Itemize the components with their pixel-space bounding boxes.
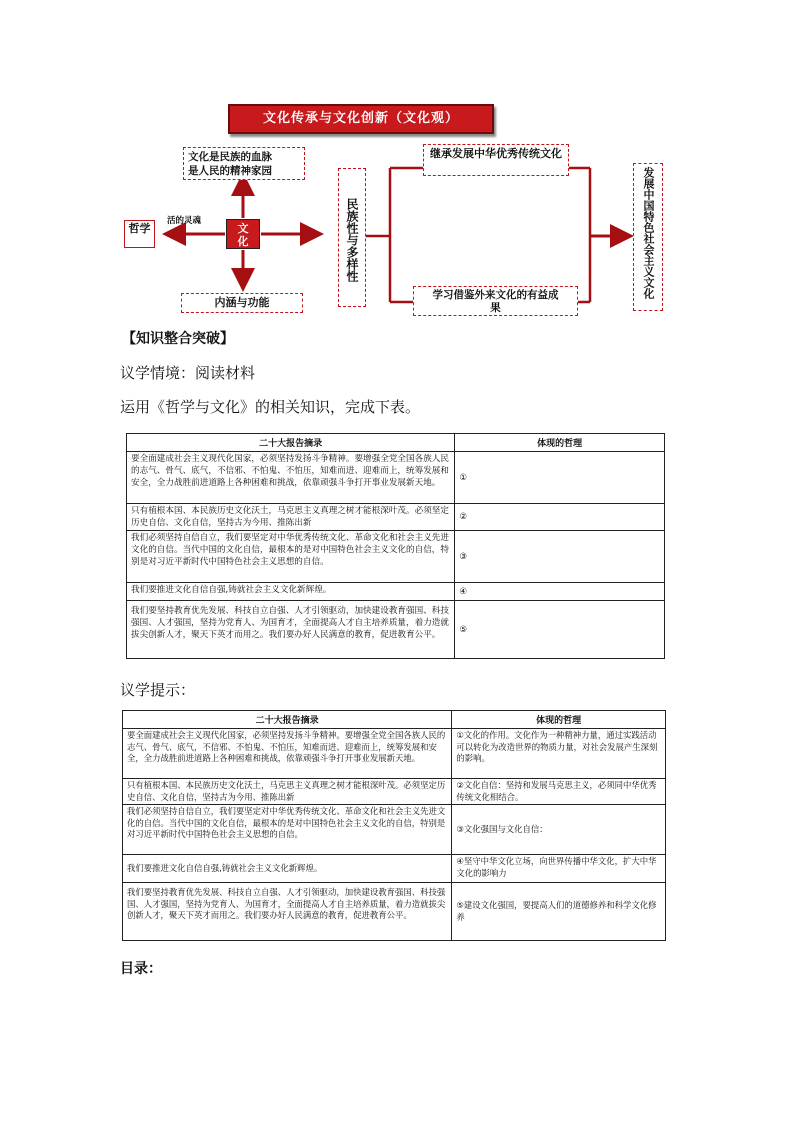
header-excerpt: 二十大报告摘录 (123, 711, 452, 729)
situation-heading: 议学情境：阅读材料 (120, 364, 256, 382)
table-row (127, 531, 665, 583)
header-philosophy: 体现的哲理 (452, 711, 666, 729)
nationality-diversity-box: 民族性与多样性 (338, 168, 366, 307)
excerpt-cell: 我们必须坚持自信自立，我们要坚定对中华优秀传统文化、革命文化和社会主义先进文化的自信。当代中国的文化自信，最根本的是对中国特色社会主义文化的自信，特别是对习近平新时代中国特色社会主义思想的自信。 (127, 531, 455, 583)
answer-cell: ②文化自信：坚持和发展马克思主义，必须同中华优秀传统文化相结合。 (452, 779, 666, 805)
table-row (123, 729, 666, 779)
table-row (127, 452, 665, 504)
contents-heading: 目录： (120, 961, 162, 977)
section-heading: 【知识整合突破】 (122, 331, 234, 347)
socialist-culture-box: 发展中国特色社会主义文化 (633, 163, 663, 311)
excerpt-cell: 我们要推进文化自信自强,铸就社会主义文化新辉煌。 (127, 583, 455, 601)
header-philosophy: 体现的哲理 (455, 434, 665, 452)
excerpt-cell: 要全面建成社会主义现代化国家，必须坚持发扬斗争精神。要增强全党全国各族人民的志气、骨气、底气，不信邪、不怕鬼、不怕压，知难而进、迎难而上，统筹发展和安全，全力战胜前进道路上各种困难和挑战，依靠顽强斗争打开事业发展新天地。 (127, 452, 455, 504)
table-row (123, 779, 666, 805)
table-row (127, 583, 665, 601)
table-header-row (123, 711, 666, 729)
hint-heading: 议学提示： (120, 681, 196, 699)
table-row (123, 805, 666, 855)
answer-cell: ①文化的作用。文化作为一种精神力量，通过实践活动可以转化为改造世界的物质力量，对社会发展产生深刻的影响。 (452, 729, 666, 779)
answer-table (122, 710, 666, 941)
table-header-row (127, 434, 665, 452)
answer-cell: ④坚守中华文化立场，向世界传播中华文化，扩大中华文化的影响力 (452, 855, 666, 883)
answer-cell: ⑤建设文化强国，要提高人们的道德修养和科学文化修养 (452, 883, 666, 941)
answer-slot: ③ (455, 531, 665, 583)
culture-core-box: 文 化 (226, 219, 260, 249)
answer-slot: ① (455, 452, 665, 504)
soul-label: 活的灵魂 (167, 216, 202, 226)
table-row (123, 855, 666, 883)
excerpt-cell: 我们要坚持教育优先发展、科技自立自强、人才引领驱动，加快建设教育强国、科技强国、人才强国，坚持为党育人、为国育才，全面提高人才自主培养质量，着力造就拔尖创新人才，聚天下英才而用之。我们要办好人民满意的教育，促进教育公平。 (123, 883, 452, 941)
answer-cell: ③文化强国与文化自信： (452, 805, 666, 855)
answer-slot: ④ (455, 583, 665, 601)
table-row (127, 601, 665, 659)
header-excerpt: 二十大报告摘录 (127, 434, 455, 452)
diagram-connectors (0, 0, 794, 330)
blood-vein-box: 文化是民族的血脉 是人民的精神家园 (183, 147, 305, 180)
excerpt-cell: 我们要推进文化自信自强,铸就社会主义文化新辉煌。 (123, 855, 452, 883)
connotation-function-box: 内涵与功能 (181, 293, 303, 313)
answer-slot: ② (455, 504, 665, 531)
table-row (123, 883, 666, 941)
learn-foreign-box: 学习借鉴外来文化的有益成果 (413, 286, 578, 316)
answer-slot: ⑤ (455, 601, 665, 659)
excerpt-cell: 要全面建成社会主义现代化国家，必须坚持发扬斗争精神。要增强全党全国各族人民的志气、骨气、底气，不信邪、不怕鬼、不怕压，知难而进、迎难而上，统筹发展和安全，全力战胜前进道路上各种困难和挑战，依靠顽强斗争打开事业发展新天地。 (123, 729, 452, 779)
excerpt-cell: 我们要坚持教育优先发展、科技自立自强、人才引领驱动，加快建设教育强国、科技强国、人才强国，坚持为党育人、为国育才，全面提高人才自主培养质量，着力造就拔尖创新人才，聚天下英才而用之。我们要办好人民满意的教育，促进教育公平。 (127, 601, 455, 659)
table-row (127, 504, 665, 531)
inherit-tradition-box: 继承发展中华优秀传统文化 (423, 144, 569, 176)
excerpt-cell: 只有植根本国、本民族历史文化沃土，马克思主义真理之树才能根深叶茂。必须坚定历史自信、文化自信，坚持古为今用、推陈出新 (123, 779, 452, 805)
excerpt-cell: 只有植根本国、本民族历史文化沃土，马克思主义真理之树才能根深叶茂。必须坚定历史自信、文化自信，坚持古为今用、推陈出新 (127, 504, 455, 531)
instruction-text: 运用《哲学与文化》的相关知识，完成下表。 (120, 398, 421, 416)
philosophy-box: 哲学 (124, 220, 155, 248)
reading-table (126, 433, 665, 659)
diagram-title: 文化传承与文化创新（文化观） (228, 104, 494, 134)
excerpt-cell: 我们必须坚持自信自立，我们要坚定对中华优秀传统文化、革命文化和社会主义先进文化的自信。当代中国的文化自信，最根本的是对中国特色社会主义文化的自信，特别是对习近平新时代中国特色社会主义思想的自信。 (123, 805, 452, 855)
